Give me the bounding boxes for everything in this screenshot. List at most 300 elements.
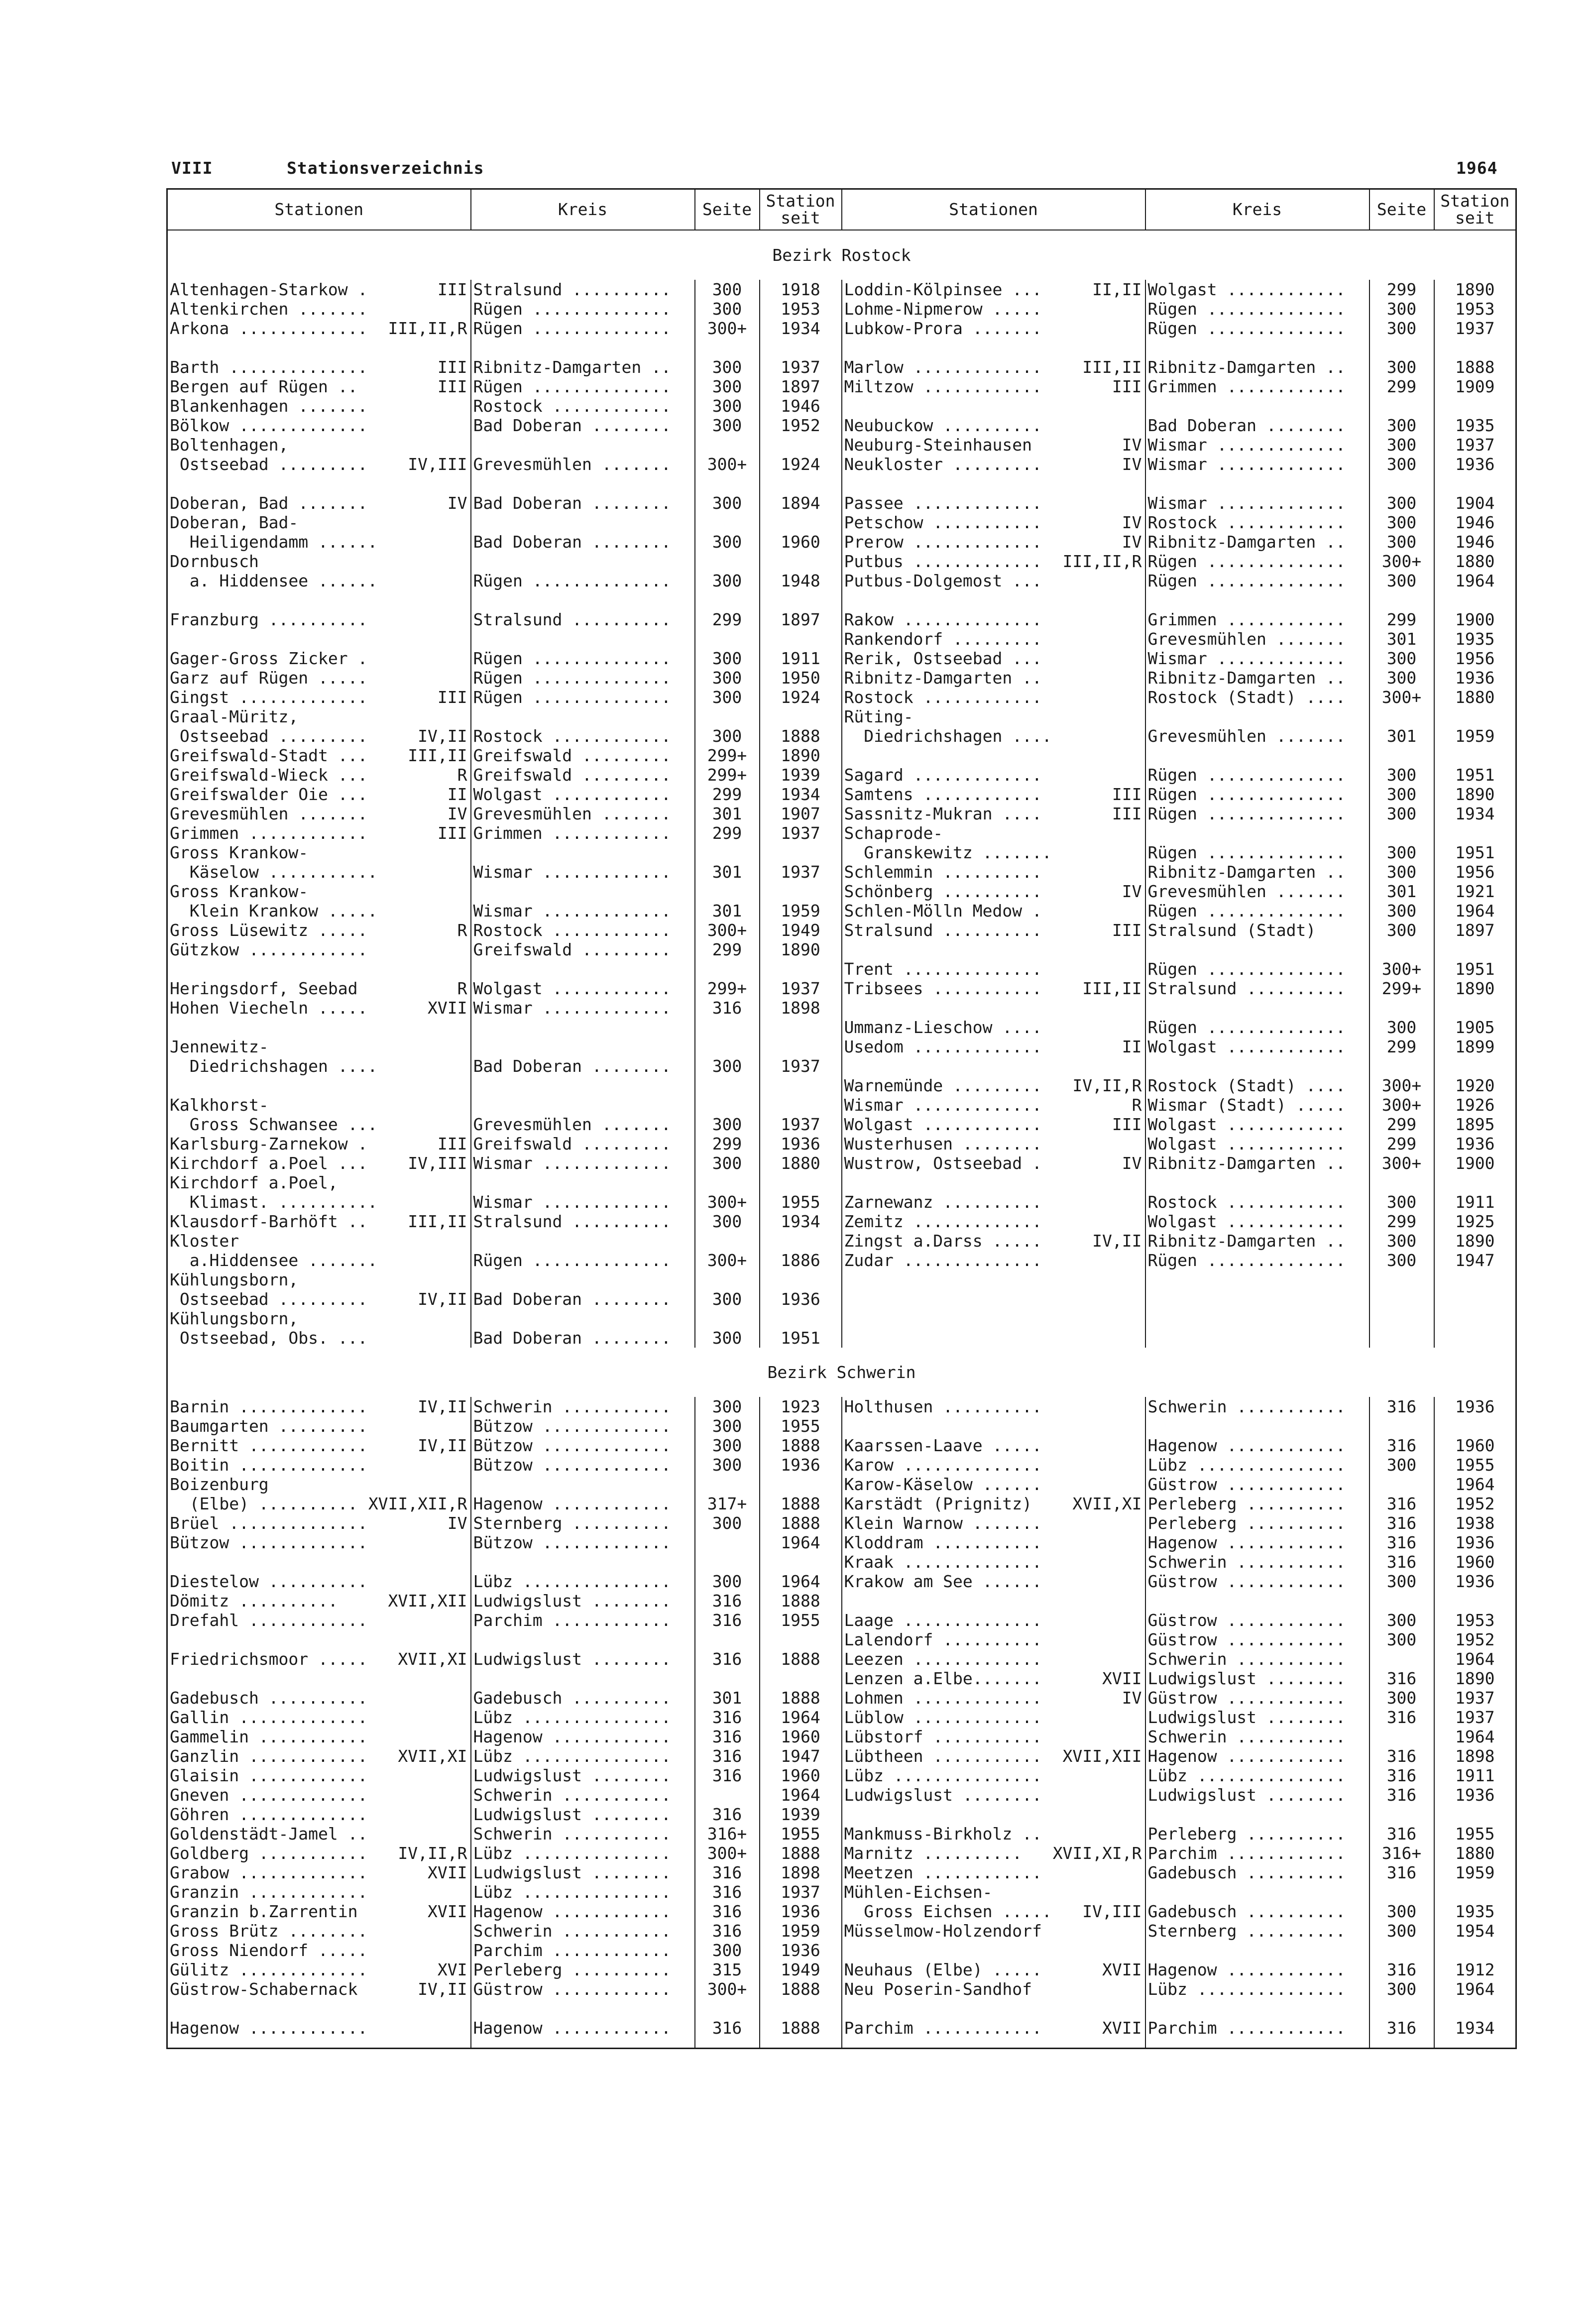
year-cell: 1936 xyxy=(760,1941,842,1960)
station-name: Lübtheen ........... xyxy=(844,1746,1042,1766)
kreis-cell xyxy=(1145,1289,1369,1309)
kreis-cell: Rügen .............. xyxy=(1145,959,1369,979)
station-name: Schlemmin .......... xyxy=(844,862,1042,882)
year-cell: 1898 xyxy=(760,1863,842,1882)
station-name: Gross Krankow- xyxy=(170,843,309,862)
station-cell xyxy=(842,1192,1145,1212)
station-cell xyxy=(842,843,1145,862)
year-cell: 1888 xyxy=(760,1513,842,1533)
kreis-cell xyxy=(1145,1805,1369,1824)
kreis-cell: Hagenow ............ xyxy=(471,1902,695,1921)
kreis-cell: Lübz ............... xyxy=(471,1708,695,1727)
station-code: XVII xyxy=(1102,1669,1142,1688)
seite-cell: 300 xyxy=(695,1212,760,1231)
table-row xyxy=(167,1192,1516,1212)
seite-cell: 299 xyxy=(1369,610,1434,629)
station-code: IV,III xyxy=(408,1153,467,1173)
seite-cell xyxy=(1369,1727,1434,1746)
station-code: IV xyxy=(447,493,467,513)
station-cell xyxy=(842,1076,1145,1095)
station-cell xyxy=(167,357,471,377)
station-name: Mühlen-Eichsen- xyxy=(844,1882,993,1902)
seite-cell: 300 xyxy=(1369,435,1434,455)
station-name: Güstrow-Schabernack xyxy=(170,1979,358,1999)
year-cell xyxy=(760,435,842,455)
station-cell xyxy=(167,1173,471,1192)
seite-cell: 299 xyxy=(695,823,760,843)
table-row xyxy=(167,2018,1516,2038)
station-name: Schaprode- xyxy=(844,823,943,843)
empty-cell xyxy=(471,474,695,493)
empty-cell xyxy=(842,590,1145,610)
kreis-cell: Schwerin ........... xyxy=(1145,1552,1369,1572)
station-name: Kühlungsborn, xyxy=(170,1270,299,1289)
station-code: III xyxy=(437,1134,467,1153)
year-cell xyxy=(1434,1289,1516,1309)
year-cell: 1888 xyxy=(760,1979,842,1999)
kreis-cell: Bützow ............. xyxy=(471,1436,695,1455)
kreis-cell: Grevesmühlen ....... xyxy=(471,804,695,823)
seite-cell: 301 xyxy=(1369,726,1434,746)
year-cell: 1937 xyxy=(760,1115,842,1134)
seite-cell: 300 xyxy=(1369,1455,1434,1475)
station-name: Kaarssen-Laave ..... xyxy=(844,1436,1042,1455)
station-cell xyxy=(842,396,1145,416)
year-cell: 1964 xyxy=(760,1572,842,1591)
kreis-cell xyxy=(471,513,695,532)
year-cell: 1959 xyxy=(760,1921,842,1941)
kreis-cell: Wismar ............. xyxy=(1145,493,1369,513)
kreis-cell: Rügen .............. xyxy=(471,299,695,319)
station-name: Klein Krankow ..... xyxy=(170,901,378,921)
empty-cell xyxy=(1145,2038,1369,2049)
seite-cell: 300 xyxy=(695,493,760,513)
kreis-cell xyxy=(1145,1328,1369,1348)
seite-cell xyxy=(695,1076,760,1095)
year-cell: 1947 xyxy=(1434,1251,1516,1270)
station-cell xyxy=(167,1921,471,1941)
station-cell xyxy=(167,1056,471,1076)
seite-cell xyxy=(695,513,760,532)
station-name: Heringsdorf, Seebad xyxy=(170,979,358,998)
station-name: Marlow ............. xyxy=(844,357,1042,377)
kreis-cell: Rostock ............ xyxy=(471,726,695,746)
seite-cell: 316+ xyxy=(695,1824,760,1844)
year-cell: 1934 xyxy=(1434,804,1516,823)
year-cell: 1951 xyxy=(1434,959,1516,979)
station-name: Bergen auf Rügen .. xyxy=(170,377,358,396)
kreis-cell: Güstrow ............ xyxy=(1145,1688,1369,1708)
year-cell: 1937 xyxy=(760,357,842,377)
station-cell xyxy=(842,921,1145,940)
blank-row xyxy=(167,590,1516,610)
page-year: 1964 xyxy=(1456,158,1498,178)
table-row xyxy=(167,959,1516,979)
col-header-stationen-2: Stationen xyxy=(842,189,1145,230)
seite-cell: 300+ xyxy=(695,319,760,338)
year-cell xyxy=(760,1475,842,1494)
station-cell xyxy=(167,862,471,882)
station-name: Brüel .............. xyxy=(170,1513,368,1533)
station-cell xyxy=(167,280,471,299)
empty-cell xyxy=(760,474,842,493)
station-cell xyxy=(167,1270,471,1289)
seite-cell: 316 xyxy=(1369,1436,1434,1455)
station-cell xyxy=(842,1805,1145,1824)
seite-cell xyxy=(695,1785,760,1805)
station-cell xyxy=(842,804,1145,823)
year-cell: 1888 xyxy=(760,1844,842,1863)
station-cell xyxy=(842,357,1145,377)
station-name: Loddin-Kölpinsee ... xyxy=(844,280,1042,299)
station-cell xyxy=(167,513,471,532)
station-name: Arkona ............. xyxy=(170,319,368,338)
station-name: Gammelin ........... xyxy=(170,1727,368,1746)
year-cell: 1939 xyxy=(760,765,842,785)
seite-cell: 300 xyxy=(1369,357,1434,377)
year-cell: 1952 xyxy=(1434,1494,1516,1513)
table-row xyxy=(167,455,1516,474)
seite-cell xyxy=(1369,1416,1434,1436)
seite-cell: 316 xyxy=(695,1591,760,1611)
station-code: IV,II,R xyxy=(1072,1076,1142,1095)
empty-cell xyxy=(1369,2038,1434,2049)
year-cell: 1911 xyxy=(1434,1766,1516,1785)
year-cell: 1953 xyxy=(1434,299,1516,319)
bottom-padding-row xyxy=(167,2038,1516,2049)
year-cell: 1960 xyxy=(1434,1436,1516,1455)
station-code: IV xyxy=(447,1513,467,1533)
seite-cell: 300 xyxy=(1369,1979,1434,1999)
kreis-cell: Grimmen ............ xyxy=(471,823,695,843)
kreis-cell: Parchim ............ xyxy=(1145,1844,1369,1863)
kreis-cell: Ribnitz-Damgarten .. xyxy=(1145,862,1369,882)
kreis-cell: Rostock ............ xyxy=(1145,513,1369,532)
seite-cell: 299+ xyxy=(695,765,760,785)
station-cell xyxy=(842,959,1145,979)
station-cell xyxy=(842,1231,1145,1251)
station-name: Greifswald-Stadt ... xyxy=(170,746,368,765)
year-cell: 1880 xyxy=(1434,552,1516,571)
table-row xyxy=(167,629,1516,649)
table-row xyxy=(167,1669,1516,1688)
station-cell xyxy=(842,571,1145,590)
blank-row xyxy=(167,338,1516,357)
station-cell xyxy=(842,629,1145,649)
station-name: Kloddram ........... xyxy=(844,1533,1042,1552)
station-cell xyxy=(167,1328,471,1348)
station-name: Gross Niendorf ..... xyxy=(170,1941,368,1960)
kreis-cell: Rügen .............. xyxy=(1145,552,1369,571)
year-cell: 1964 xyxy=(760,1533,842,1552)
station-name: Gross Lüsewitz ..... xyxy=(170,921,368,940)
kreis-cell: Grevesmühlen ....... xyxy=(471,1115,695,1134)
station-cell xyxy=(842,785,1145,804)
seite-cell xyxy=(695,707,760,726)
station-cell xyxy=(167,1882,471,1902)
station-cell xyxy=(167,1552,471,1572)
year-cell: 1897 xyxy=(1434,921,1516,940)
station-name: Usedom ............. xyxy=(844,1037,1042,1056)
kreis-cell: Ludwigslust ........ xyxy=(1145,1708,1369,1727)
kreis-cell: Stralsund .......... xyxy=(471,280,695,299)
seite-cell xyxy=(695,1270,760,1289)
station-name: Diedrichshagen .... xyxy=(170,1056,378,1076)
year-cell xyxy=(760,1076,842,1095)
station-name: Garz auf Rügen ..... xyxy=(170,668,368,688)
year-cell xyxy=(1434,396,1516,416)
seite-cell: 300+ xyxy=(695,1979,760,1999)
station-name: Kühlungsborn, xyxy=(170,1309,299,1328)
station-code: IV,II xyxy=(418,726,467,746)
year-cell xyxy=(760,1095,842,1115)
seite-cell: 300+ xyxy=(1369,1153,1434,1173)
station-cell xyxy=(842,1688,1145,1708)
kreis-cell xyxy=(471,843,695,862)
station-name: Gingst ............. xyxy=(170,688,368,707)
station-code: III,II xyxy=(408,746,467,765)
station-name: Grevesmühlen ....... xyxy=(170,804,368,823)
empty-cell xyxy=(471,2038,695,2049)
station-cell xyxy=(167,319,471,338)
seite-cell: 299+ xyxy=(1369,979,1434,998)
table-row xyxy=(167,1018,1516,1037)
table-row xyxy=(167,707,1516,726)
year-cell: 1955 xyxy=(760,1192,842,1212)
year-cell: 1937 xyxy=(760,1056,842,1076)
kreis-cell: Schwerin ........... xyxy=(471,1921,695,1941)
station-cell xyxy=(842,1251,1145,1270)
seite-cell: 316 xyxy=(695,1882,760,1902)
seite-cell xyxy=(1369,1309,1434,1328)
seite-cell: 300 xyxy=(695,299,760,319)
station-name: Goldberg ........... xyxy=(170,1844,368,1863)
table-row xyxy=(167,823,1516,843)
station-cell xyxy=(842,1882,1145,1902)
empty-cell xyxy=(1434,590,1516,610)
station-name: Rerik, Ostseebad ... xyxy=(844,649,1042,668)
year-cell xyxy=(760,1173,842,1192)
station-cell xyxy=(167,1863,471,1882)
kreis-cell: Wismar ............. xyxy=(471,901,695,921)
station-cell xyxy=(842,1591,1145,1611)
year-cell: 1923 xyxy=(760,1397,842,1416)
station-code: XVII xyxy=(428,1902,467,1921)
seite-cell: 317+ xyxy=(695,1494,760,1513)
station-cell xyxy=(842,1533,1145,1552)
kreis-cell: Rügen .............. xyxy=(1145,785,1369,804)
station-cell xyxy=(167,396,471,416)
station-code: IV xyxy=(1122,532,1142,552)
station-name: Goldenstädt-Jamel .. xyxy=(170,1824,368,1844)
station-cell xyxy=(167,1746,471,1766)
kreis-cell: Sternberg .......... xyxy=(471,1513,695,1533)
kreis-cell: Rügen .............. xyxy=(471,377,695,396)
year-cell: 1951 xyxy=(760,1328,842,1348)
seite-cell: 316 xyxy=(1369,1708,1434,1727)
year-cell: 1955 xyxy=(1434,1455,1516,1475)
station-cell xyxy=(842,746,1145,765)
empty-cell xyxy=(167,338,471,357)
year-cell xyxy=(760,1669,842,1688)
station-name: Boitin ............. xyxy=(170,1455,368,1475)
station-code: IV xyxy=(1122,882,1142,901)
year-cell: 1954 xyxy=(1434,1921,1516,1941)
station-name: Gneven ............. xyxy=(170,1785,368,1805)
col-header-kreis: Kreis xyxy=(471,189,695,230)
seite-cell: 300 xyxy=(1369,1630,1434,1649)
station-code: III xyxy=(437,823,467,843)
station-name: Sassnitz-Mukran .... xyxy=(844,804,1042,823)
station-name: Samtens ............ xyxy=(844,785,1042,804)
seite-cell xyxy=(1369,396,1434,416)
station-code: IV,III xyxy=(408,455,467,474)
table-row xyxy=(167,1533,1516,1552)
seite-cell: 300 xyxy=(1369,765,1434,785)
kreis-cell: Rügen .............. xyxy=(1145,299,1369,319)
year-cell xyxy=(760,1552,842,1572)
empty-cell xyxy=(167,474,471,493)
table-row xyxy=(167,552,1516,571)
kreis-cell: Wolgast ............ xyxy=(471,785,695,804)
seite-cell: 300 xyxy=(695,688,760,707)
kreis-cell: Stralsund .......... xyxy=(1145,979,1369,998)
kreis-cell xyxy=(471,1475,695,1494)
year-cell: 1888 xyxy=(760,1688,842,1708)
station-cell xyxy=(842,1669,1145,1688)
station-name: Neuhaus (Elbe) ..... xyxy=(844,1960,1042,1979)
station-cell xyxy=(167,1572,471,1591)
station-name: Neukloster ......... xyxy=(844,455,1042,474)
station-name: Dornbusch xyxy=(170,552,259,571)
kreis-cell: Ludwigslust ........ xyxy=(1145,1785,1369,1805)
kreis-cell: Rügen .............. xyxy=(1145,901,1369,921)
kreis-cell: Rostock ............ xyxy=(1145,1192,1369,1212)
seite-cell: 300 xyxy=(1369,1192,1434,1212)
year-cell: 1888 xyxy=(1434,357,1516,377)
seite-cell: 300 xyxy=(1369,532,1434,552)
station-cell xyxy=(167,571,471,590)
table-row xyxy=(167,1611,1516,1630)
seite-cell: 300 xyxy=(1369,1251,1434,1270)
table-header-row xyxy=(167,189,1516,230)
kreis-cell: Rügen .............. xyxy=(471,571,695,590)
seite-cell: 316 xyxy=(695,998,760,1018)
year-cell xyxy=(760,843,842,862)
page-number: VIII xyxy=(171,158,213,178)
year-cell: 1888 xyxy=(760,1494,842,1513)
seite-cell: 300+ xyxy=(695,455,760,474)
station-name: Bölkow ............. xyxy=(170,416,368,435)
kreis-cell: Bad Doberan ........ xyxy=(471,1056,695,1076)
table-row xyxy=(167,1270,1516,1289)
table-row xyxy=(167,1941,1516,1960)
station-name: Stralsund .......... xyxy=(844,921,1042,940)
kreis-cell: Grimmen ............ xyxy=(1145,377,1369,396)
kreis-cell: Hagenow ............ xyxy=(1145,1746,1369,1766)
kreis-cell: Grevesmühlen ....... xyxy=(1145,726,1369,746)
station-cell xyxy=(167,1669,471,1688)
year-cell: 1934 xyxy=(760,1212,842,1231)
seite-cell: 316 xyxy=(1369,1494,1434,1513)
year-cell: 1926 xyxy=(1434,1095,1516,1115)
station-cell xyxy=(167,979,471,998)
station-name: Karow .............. xyxy=(844,1455,1042,1475)
year-cell: 1924 xyxy=(760,688,842,707)
station-cell xyxy=(842,1095,1145,1115)
empty-cell xyxy=(760,590,842,610)
seite-cell: 300 xyxy=(1369,416,1434,435)
table-row xyxy=(167,1630,1516,1649)
kreis-cell: Rügen .............. xyxy=(1145,1251,1369,1270)
table-row xyxy=(167,998,1516,1018)
station-cell xyxy=(167,746,471,765)
station-cell xyxy=(842,1513,1145,1533)
empty-cell xyxy=(1434,1999,1516,2018)
kreis-cell: Ribnitz-Damgarten .. xyxy=(1145,668,1369,688)
year-cell: 1937 xyxy=(760,1882,842,1902)
station-name: Meetzen ............ xyxy=(844,1863,1042,1882)
kreis-cell: Grimmen ............ xyxy=(1145,610,1369,629)
table-row xyxy=(167,785,1516,804)
seite-cell: 300+ xyxy=(1369,552,1434,571)
station-cell xyxy=(167,1979,471,1999)
table-row xyxy=(167,901,1516,921)
year-cell: 1888 xyxy=(760,1436,842,1455)
station-name: a.Hiddensee ....... xyxy=(170,1251,378,1270)
station-cell xyxy=(842,319,1145,338)
station-name: (Elbe) .......... xyxy=(170,1494,358,1513)
table-row xyxy=(167,1805,1516,1824)
station-name: Neu Poserin-Sandhof xyxy=(844,1979,1032,1999)
station-code: II xyxy=(447,785,467,804)
station-cell xyxy=(167,765,471,785)
seite-cell xyxy=(695,435,760,455)
kreis-cell: Rostock ............ xyxy=(471,921,695,940)
kreis-cell: Bad Doberan ........ xyxy=(471,1289,695,1309)
station-name: Granzin ............ xyxy=(170,1882,368,1902)
station-cell xyxy=(842,823,1145,843)
station-name: Gross Brütz ........ xyxy=(170,1921,368,1941)
year-cell: 1939 xyxy=(760,1805,842,1824)
station-name: Tribsees ........... xyxy=(844,979,1042,998)
year-cell: 1898 xyxy=(1434,1746,1516,1766)
kreis-cell xyxy=(471,1076,695,1095)
year-cell: 1888 xyxy=(760,1591,842,1611)
year-cell: 1952 xyxy=(760,416,842,435)
kreis-cell: Güstrow ............ xyxy=(471,1979,695,1999)
year-cell: 1937 xyxy=(760,823,842,843)
station-cell xyxy=(842,940,1145,959)
table-row xyxy=(167,1076,1516,1095)
station-name: Granskewitz ....... xyxy=(844,843,1052,862)
kreis-cell: Lübz ............... xyxy=(1145,1766,1369,1785)
table-row xyxy=(167,979,1516,998)
year-cell xyxy=(760,707,842,726)
table-row xyxy=(167,765,1516,785)
seite-cell: 300 xyxy=(1369,1688,1434,1708)
year-cell: 1960 xyxy=(1434,1552,1516,1572)
kreis-cell xyxy=(1145,1270,1369,1289)
station-name: Ummanz-Lieschow .... xyxy=(844,1018,1042,1037)
station-name: Hagenow ............ xyxy=(170,2018,368,2038)
station-name: Kloster xyxy=(170,1231,239,1251)
station-code: XVI xyxy=(437,1960,467,1979)
year-cell: 1904 xyxy=(1434,493,1516,513)
seite-cell xyxy=(695,882,760,901)
seite-cell xyxy=(1369,823,1434,843)
year-cell: 1947 xyxy=(760,1746,842,1766)
